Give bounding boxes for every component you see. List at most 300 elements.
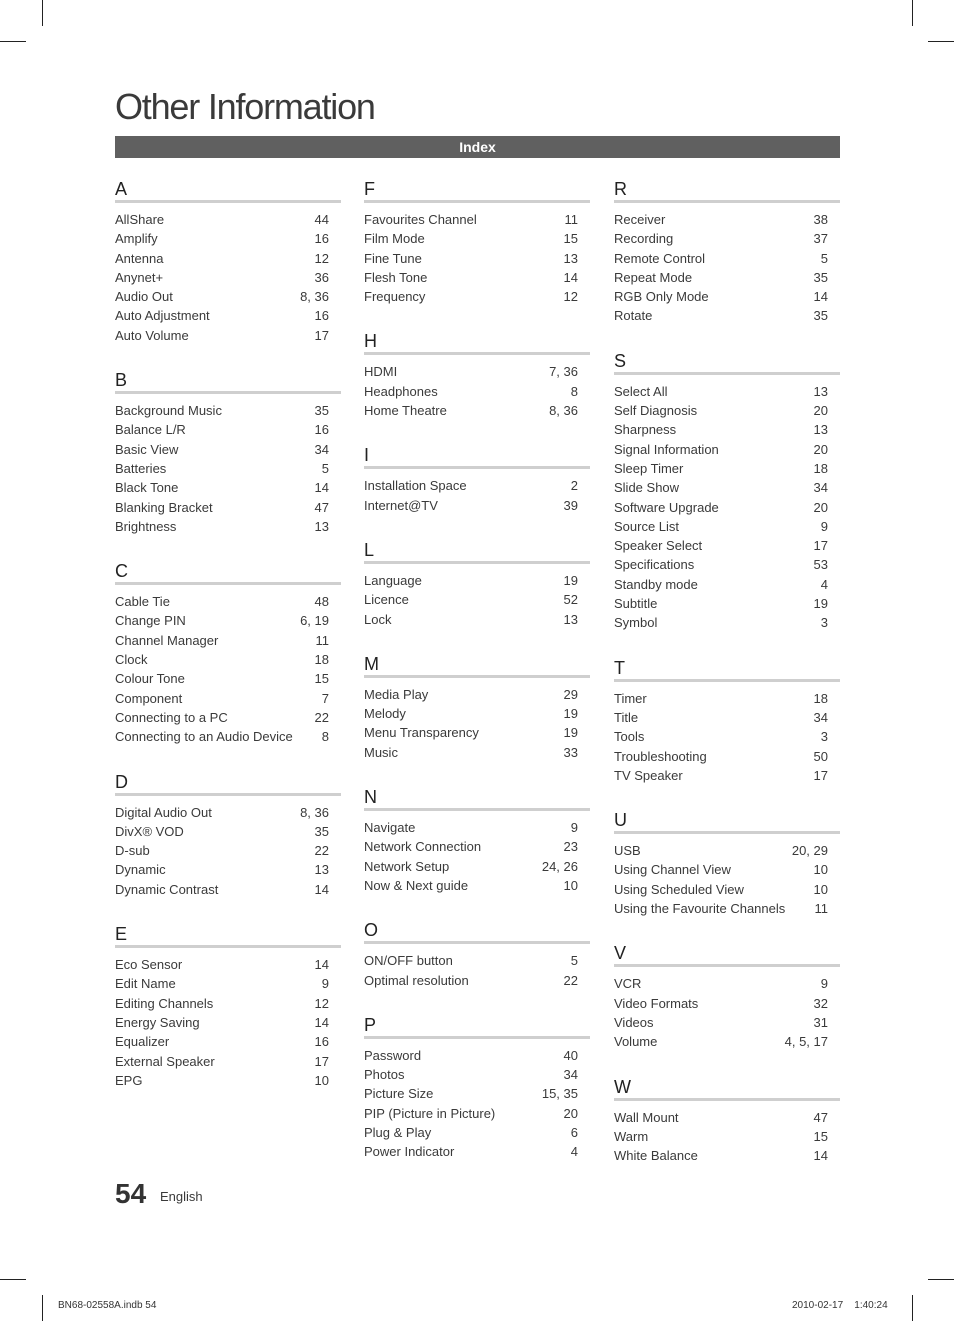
entry-term: Password [364,1047,422,1063]
index-entry [115,478,341,497]
entry-term: Source List [614,518,680,534]
index-entry [614,860,840,879]
entry-term: Colour Tone [115,671,185,687]
index-entry [115,727,341,746]
entry-term: Power Indicator [364,1144,455,1160]
entry-term: Media Play [364,686,429,702]
index-entry [364,571,590,590]
section-letter: H [364,328,590,355]
index-section [364,651,590,762]
index-section [364,1012,590,1162]
index-column-1 [115,176,341,1112]
index-entry [364,951,590,970]
entry-pages: 32 [813,995,828,1011]
entry-pages: 39 [563,497,578,513]
entry-term: Sharpness [614,422,677,438]
index-entry [115,306,341,325]
entry-term: USB [614,843,641,859]
entry-term: Using the Favourite Channels [614,901,786,917]
index-entry [614,555,840,574]
entry-pages: 3 [820,729,828,745]
entry-pages: 9 [570,820,578,836]
entry-term: Eco Sensor [115,957,183,973]
entry-term: Cable Tie [115,594,170,610]
entry-term: Melody [364,706,406,722]
crop-mark-top-left-v [42,0,43,26]
entry-pages: 13 [563,611,578,627]
index-entry [614,689,840,708]
index-entry [364,685,590,704]
index-entry [614,747,840,766]
entry-term: Network Connection [364,839,482,855]
entry-pages: 8 [321,729,329,745]
entry-pages: 53 [813,557,828,573]
index-entry [364,818,590,837]
entry-pages: 35 [813,269,828,285]
entry-pages: 17 [314,1053,329,1069]
entry-term: AllShare [115,212,165,227]
index-entry [614,478,840,497]
index-entry [364,249,590,268]
entry-term: Background Music [115,403,222,419]
entry-term: Repeat Mode [614,269,693,285]
entry-term: Lock [364,611,392,627]
entry-pages: 9 [820,976,828,992]
entry-pages: 37 [813,231,828,247]
entry-term: Sleep Timer [614,460,684,476]
entry-pages: 12 [314,995,329,1011]
entry-term: Now & Next guide [364,877,469,893]
crop-mark-bottom-right-h [928,1279,954,1280]
entry-term: Wall Mount [614,1109,679,1125]
entry-pages: 48 [314,594,329,610]
index-entry [115,498,341,517]
index-entry [614,1127,840,1146]
entry-term: Warm [614,1128,649,1144]
index-entry [364,837,590,856]
entry-term: Editing Channels [115,995,214,1011]
index-section [115,558,341,746]
crop-mark-top-left-h [0,41,26,42]
entry-pages: 12 [563,289,578,305]
entry-pages: 16 [314,1034,329,1050]
index-entry [614,1032,840,1051]
index-entry [115,689,341,708]
entry-pages: 16 [314,308,329,324]
entry-term: Language [364,572,422,588]
entry-pages: 8 [570,383,578,399]
index-entry [115,955,341,974]
entry-term: Remote Control [614,250,706,266]
entry-pages: 20 [563,1105,578,1121]
index-entry [115,669,341,688]
entry-pages: 17 [813,767,828,783]
index-entry [115,1032,341,1051]
index-entry [614,382,840,401]
entry-pages: 19 [813,596,828,612]
index-entry [614,1146,840,1165]
entry-pages: 19 [563,725,578,741]
section-letter: S [614,348,840,375]
index-section [364,328,590,420]
index-entry [614,536,840,555]
entry-pages: 23 [563,839,578,855]
index-entry [115,229,341,248]
index-entry [115,631,341,650]
index-column-3 [614,176,840,1187]
entry-pages: 44 [314,212,329,227]
section-letter: I [364,442,590,469]
entry-term: Amplify [115,231,158,247]
entry-pages: 13 [813,383,828,399]
index-entry [364,1046,590,1065]
index-entry [364,1084,590,1103]
index-entry [614,880,840,899]
entry-pages: 5 [321,460,329,476]
index-entry [614,899,840,918]
index-entry [614,727,840,746]
section-letter: E [115,921,341,948]
page-title: Other Information [115,86,375,127]
index-column-2 [364,176,590,1184]
entry-term: Dynamic [115,862,166,878]
index-entry [115,611,341,630]
entry-term: Licence [364,592,409,608]
entry-pages: 20 [813,403,828,419]
entry-term: Title [614,709,639,725]
entry-pages: 33 [563,744,578,760]
index-entry [364,857,590,876]
index-entry [364,401,590,420]
index-entry [614,766,840,785]
entry-term: Timer [614,690,647,706]
index-entry [364,382,590,401]
entry-term: Select All [614,383,668,399]
entry-pages: 47 [813,1109,828,1125]
index-entry [614,594,840,613]
index-entry [115,708,341,727]
index-entry [614,229,840,248]
index-entry [364,287,590,306]
entry-pages: 14 [314,881,329,897]
section-letter: F [364,176,590,203]
entry-term: PIP (Picture in Picture) [364,1105,496,1121]
entry-term: Clock [115,652,148,668]
entry-pages: 18 [813,690,828,706]
index-entry [364,268,590,287]
index-section [364,442,590,515]
entry-term: Batteries [115,460,167,476]
section-letter: U [614,807,840,834]
index-section [614,807,840,918]
entry-term: Subtitle [614,596,658,612]
index-entry [115,592,341,611]
index-entry [614,440,840,459]
crop-mark-bottom-left-v [42,1295,43,1321]
entry-term: D-sub [115,843,150,859]
index-entry [364,971,590,990]
entry-pages: 18 [813,460,828,476]
index-entry [614,613,840,632]
entry-pages: 3 [820,615,828,631]
entry-term: Channel Manager [115,632,219,648]
entry-term: Blanking Bracket [115,499,213,515]
entry-term: Edit Name [115,976,176,992]
index-entry [614,287,840,306]
index-entry [614,1013,840,1032]
entry-pages: 36 [314,269,329,285]
index-section [614,1074,840,1166]
entry-term: Antenna [115,250,164,266]
entry-term: Auto Adjustment [115,308,210,324]
entry-pages: 19 [563,706,578,722]
entry-pages: 18 [314,652,329,668]
index-entry [364,590,590,609]
index-section [614,348,840,633]
entry-pages: 14 [813,1148,828,1164]
entry-pages: 8, 36 [300,289,329,305]
section-letter: L [364,537,590,564]
index-entry [115,401,341,420]
entry-pages: 24, 26 [541,858,578,874]
entry-pages: 35 [314,403,329,419]
entry-pages: 13 [563,250,578,266]
index-entry [614,268,840,287]
entry-term: Film Mode [364,231,425,247]
entry-pages: 50 [813,748,828,764]
entry-term: Picture Size [364,1086,434,1102]
entry-pages: 10 [813,862,828,878]
entry-term: Change PIN [115,613,186,629]
entry-pages: 8, 36 [300,804,329,820]
entry-term: Slide Show [614,480,680,496]
entry-term: Using Scheduled View [614,881,744,897]
entry-pages: 6, 19 [300,613,329,629]
entry-term: Symbol [614,615,658,631]
entry-pages: 6 [570,1125,578,1141]
index-entry [614,1108,840,1127]
entry-pages: 22 [314,709,329,725]
entry-term: Energy Saving [115,1014,200,1030]
index-entry [364,1104,590,1123]
entry-term: Video Formats [614,995,699,1011]
entry-pages: 14 [314,480,329,496]
index-section [115,176,341,345]
entry-pages: 9 [820,518,828,534]
entry-term: Music [364,744,398,760]
index-entry [364,1065,590,1084]
entry-term: Rotate [614,308,653,324]
index-entry [364,476,590,495]
index-entry [115,974,341,993]
index-entry [364,229,590,248]
entry-pages: 16 [314,231,329,247]
entry-term: TV Speaker [614,767,683,783]
entry-term: Brightness [115,518,177,534]
section-letter: R [614,176,840,203]
index-entry [614,401,840,420]
entry-pages: 11 [315,632,329,648]
index-section [614,176,840,326]
index-entry [115,803,341,822]
entry-term: HDMI [364,364,398,380]
entry-pages: 20, 29 [791,843,828,859]
index-entry [115,1013,341,1032]
crop-mark-top-right-h [928,41,954,42]
entry-term: Speaker Select [614,538,703,554]
entry-term: VCR [614,976,642,992]
entry-term: Videos [614,1014,654,1030]
section-letter: W [614,1074,840,1101]
entry-term: Optimal resolution [364,972,469,988]
entry-term: Equalizer [115,1034,170,1050]
index-section [364,537,590,629]
index-entry [364,1142,590,1161]
index-entry [364,743,590,762]
entry-term: External Speaker [115,1053,215,1069]
entry-pages: 14 [563,269,578,285]
index-entry [115,822,341,841]
entry-term: Software Upgrade [614,499,719,515]
entry-pages: 52 [563,592,578,608]
index-entry [364,496,590,515]
index-entry [614,994,840,1013]
section-letter: V [614,940,840,967]
entry-term: Menu Transparency [364,725,479,741]
entry-term: Signal Information [614,441,719,457]
index-entry [364,610,590,629]
entry-pages: 47 [314,499,329,515]
entry-term: Tools [614,729,645,745]
entry-pages: 7 [321,690,329,706]
entry-pages: 11 [814,901,828,917]
entry-pages: 13 [813,422,828,438]
index-entry [115,517,341,536]
index-section [364,917,590,990]
entry-term: Anynet+ [115,269,164,285]
index-entry [115,880,341,899]
entry-term: Volume [614,1034,658,1050]
index-section [115,367,341,536]
index-entry [364,1123,590,1142]
entry-term: RGB Only Mode [614,289,709,305]
entry-pages: 5 [570,953,578,969]
entry-pages: 35 [314,823,329,839]
index-section [364,784,590,895]
section-letter: B [115,367,341,394]
entry-pages: 20 [813,499,828,515]
entry-pages: 40 [563,1047,578,1063]
entry-pages: 35 [813,308,828,324]
entry-term: ON/OFF button [364,953,453,969]
entry-term: Using Channel View [614,862,731,878]
entry-term: Frequency [364,289,426,305]
entry-pages: 2 [570,478,578,494]
entry-pages: 17 [314,327,329,343]
crop-mark-top-right-v [912,0,913,26]
entry-pages: 4, 5, 17 [784,1034,828,1050]
index-entry [364,362,590,381]
index-entry [115,268,341,287]
entry-term: Troubleshooting [614,748,707,764]
index-entry [614,841,840,860]
entry-term: Connecting to a PC [115,709,228,725]
index-entry [614,498,840,517]
index-section [614,655,840,785]
entry-term: White Balance [614,1148,698,1164]
entry-term: Digital Audio Out [115,804,212,820]
index-entry [614,249,840,268]
entry-term: Component [115,690,183,706]
section-letter: D [115,769,341,796]
index-section [364,176,590,306]
section-letter: A [115,176,341,203]
entry-term: Headphones [364,383,438,399]
entry-pages: 22 [563,972,578,988]
index-entry [614,575,840,594]
entry-pages: 4 [570,1144,578,1160]
index-entry [115,326,341,345]
entry-term: Basic View [115,441,179,457]
entry-pages: 29 [563,686,578,702]
index-entry [115,249,341,268]
crop-mark-bottom-left-h [0,1279,26,1280]
section-letter: P [364,1012,590,1039]
entry-pages: 10 [813,881,828,897]
entry-term: Dynamic Contrast [115,881,219,897]
index-entry [115,860,341,879]
entry-pages: 14 [314,957,329,973]
entry-pages: 10 [314,1072,329,1088]
page-language: English [160,1189,203,1204]
index-entry [614,459,840,478]
entry-term: Black Tone [115,480,179,496]
section-letter: C [115,558,341,585]
index-banner: Index [115,136,840,158]
entry-term: Auto Volume [115,327,189,343]
index-section [115,769,341,899]
index-entry [115,210,341,229]
entry-term: Receiver [614,212,666,227]
index-section [115,921,341,1090]
entry-term: Audio Out [115,289,173,305]
entry-pages: 10 [563,877,578,893]
entry-term: Installation Space [364,478,467,494]
index-entry [364,210,590,229]
index-entry [614,306,840,325]
index-entry [614,210,840,229]
index-entry [115,841,341,860]
index-entry [115,1071,341,1090]
entry-pages: 14 [813,289,828,305]
entry-pages: 8, 36 [549,403,578,419]
entry-pages: 15 [314,671,329,687]
index-entry [115,420,341,439]
entry-pages: 16 [314,422,329,438]
entry-term: DivX® VOD [115,823,184,839]
index-section [614,940,840,1051]
entry-term: Self Diagnosis [614,403,698,419]
entry-pages: 19 [563,572,578,588]
section-letter: N [364,784,590,811]
entry-term: Connecting to an Audio Device [115,729,293,745]
entry-pages: 15, 35 [541,1086,578,1102]
index-entry [364,704,590,723]
index-entry [115,650,341,669]
entry-term: Fine Tune [364,250,422,266]
entry-pages: 34 [813,709,828,725]
index-entry [115,440,341,459]
